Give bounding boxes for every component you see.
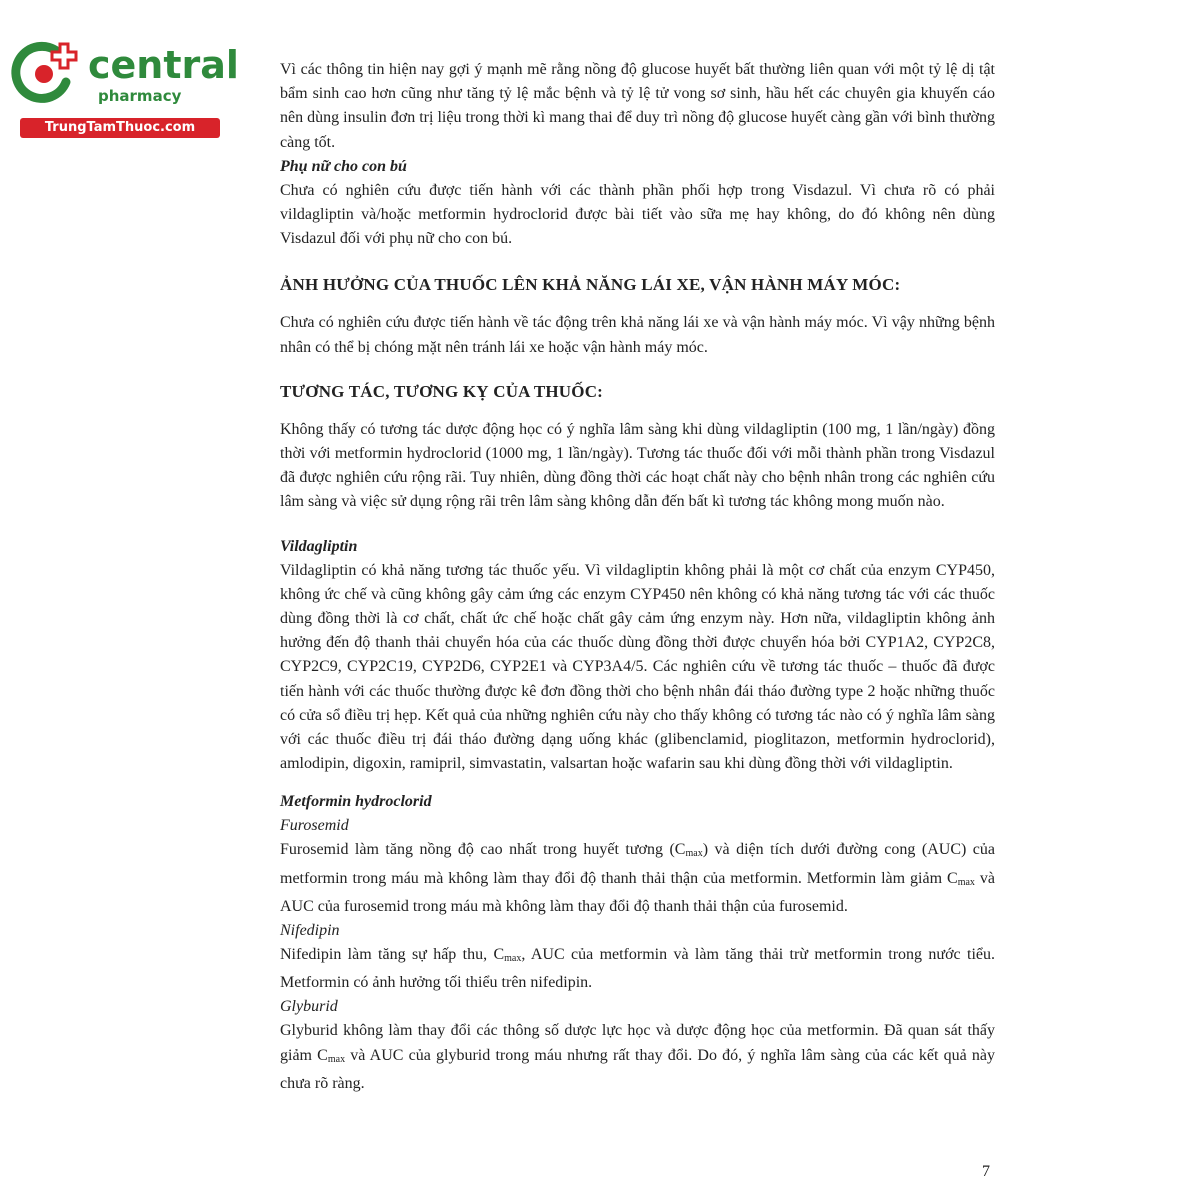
heading-interactions: TƯƠNG TÁC, TƯƠNG KỴ CỦA THUỐC: [280,381,604,401]
vildagliptin-paragraph: Vildagliptin có khả năng tương tác thuốc yếu. Vì vildagliptin không phải là một cơ chất của enzym CYP450, không ức chế và cũng không gây cảm ứng các enzym CYP450 nên không có khả năng tương tác với các thuốc dùng đồng thời là cơ chất, chất ức chế hoặc chất gây cảm ứng enzym này. Hơn nữa, vildagliptin không ảnh hưởng đến độ thanh thải chuyển hóa của các thuốc dùng đồng thời được chuyển hóa bởi CYP1A2, CYP2C8, CYP2C9, CYP2C19, CYP2D6, CYP2E1 và CYP3A4/5. Các nghiên cứu về tương tác thuốc – thuốc đã được tiến hành với các thuốc thường được kê đơn đồng thời cho bệnh nhân đái tháo đường type 2 hoặc những thuốc có cửa sổ điều trị hẹp. Kết quả của những nghiên cứu này cho thấy không có tương tác nào có ý nghĩa lâm sàng với các thuốc điều trị đái tháo đường dạng uống khác (glibenclamid, pioglitazon, metformin hydroclorid), amlodipin, digoxin, ramipril, simvastatin, valsartan hoặc wafarin sau khi dùng đồng thời với vildagliptin. [280,561,995,773]
brand-site-badge: TrungTamThuoc.com [20,118,220,138]
brand-sub: pharmacy [98,87,182,105]
brand-logo [10,38,239,138]
heading-metformin: Metformin hydroclorid [280,793,432,811]
document-page [280,58,995,1096]
heading-breastfeeding: Phụ nữ cho con bú [280,157,407,175]
page-number: 7 [982,1163,990,1180]
heading-driving: ẢNH HƯỞNG CỦA THUỐC LÊN KHẢ NĂNG LÁI XE, VẬN HÀNH MÁY MÓC: [280,275,901,295]
heading-furosemid: Furosemid [280,817,349,835]
interactions-paragraph: Không thấy có tương tác dược động học có ý nghĩa lâm sàng khi dùng vildagliptin (100 mg, 1 lần/ngày) đồng thời với metformin hydroclorid (1000 mg, 1 lần/ngày). Tương tác thuốc đối với mỗi thành phần trong Visdazul đã được nghiên cứu rộng rãi. Tuy nhiên, dùng đồng thời các hoạt chất này cho bệnh nhân trong các nghiên cứu lâm sàng và việc sử dụng rộng rãi trên lâm sàng không dẫn đến bất kì tương tác không mong muốn nào. [280,420,995,511]
furosemid-paragraph: Furosemid làm tăng nồng độ cao nhất trong huyết tương $(C_{max})$ và diện tích dưới đường cong (AUC) của metformin trong máu mà không làm thay đổi độ thanh thải thận của metformin. Metformin làm giảm $C_{max}$ và AUC của furosemid trong máu mà không làm thay đổi độ thanh thải thận của furosemid. [280,841,995,915]
heading-vildagliptin: Vildagliptin [280,537,358,555]
breastfeeding-paragraph: Chưa có nghiên cứu được tiến hành với các thành phần phối hợp trong Visdazul. Vì chưa rõ có phải vildagliptin và/hoặc metformin hydroclorid được bài tiết vào sữa mẹ hay không, do đó không nên dùng Visdazul đối với phụ nữ cho con bú. [280,181,995,248]
driving-paragraph: Chưa có nghiên cứu được tiến hành về tác động trên khả năng lái xe và vận hành máy móc. Vì vậy những bệnh nhân có thể bị chóng mặt nên tránh lái xe hoặc vận hành máy móc. [280,314,995,356]
heading-glyburid: Glyburid [280,998,338,1016]
glyburid-paragraph: Glyburid không làm thay đổi các thông số dược lực học và dược động học của metformin. Đã quan sát thấy giảm $C_{max}$ và AUC của glyburid trong máu nhưng rất thay đổi. Do đó, ý nghĩa lâm sàng của các kết quả này chưa rõ ràng. [280,1022,995,1092]
intro-paragraph: Vì các thông tin hiện nay gợi ý mạnh mẽ rằng nồng độ glucose huyết bất thường liên quan với một tỷ lệ dị tật bẩm sinh cao hơn cũng như tăng tỷ lệ mắc bệnh và tỷ lệ tử vong sơ sinh, hầu hết các chuyên gia khuyến cáo nên dùng insulin đơn trị liệu trong thời kì mang thai để duy trì nồng độ glucose huyết càng gần với bình thường càng tốt. [280,61,995,151]
heading-nifedipin: Nifedipin [280,922,340,940]
central-pharmacy-logo-icon [10,38,80,108]
brand-name: central [88,43,239,87]
nifedipin-paragraph: Nifedipin làm tăng sự hấp thu, $C_{max}$, AUC của metformin và làm tăng thải trừ metformin trong nước tiểu. Metformin có ảnh hưởng tối thiểu trên nifedipin. [280,946,995,992]
